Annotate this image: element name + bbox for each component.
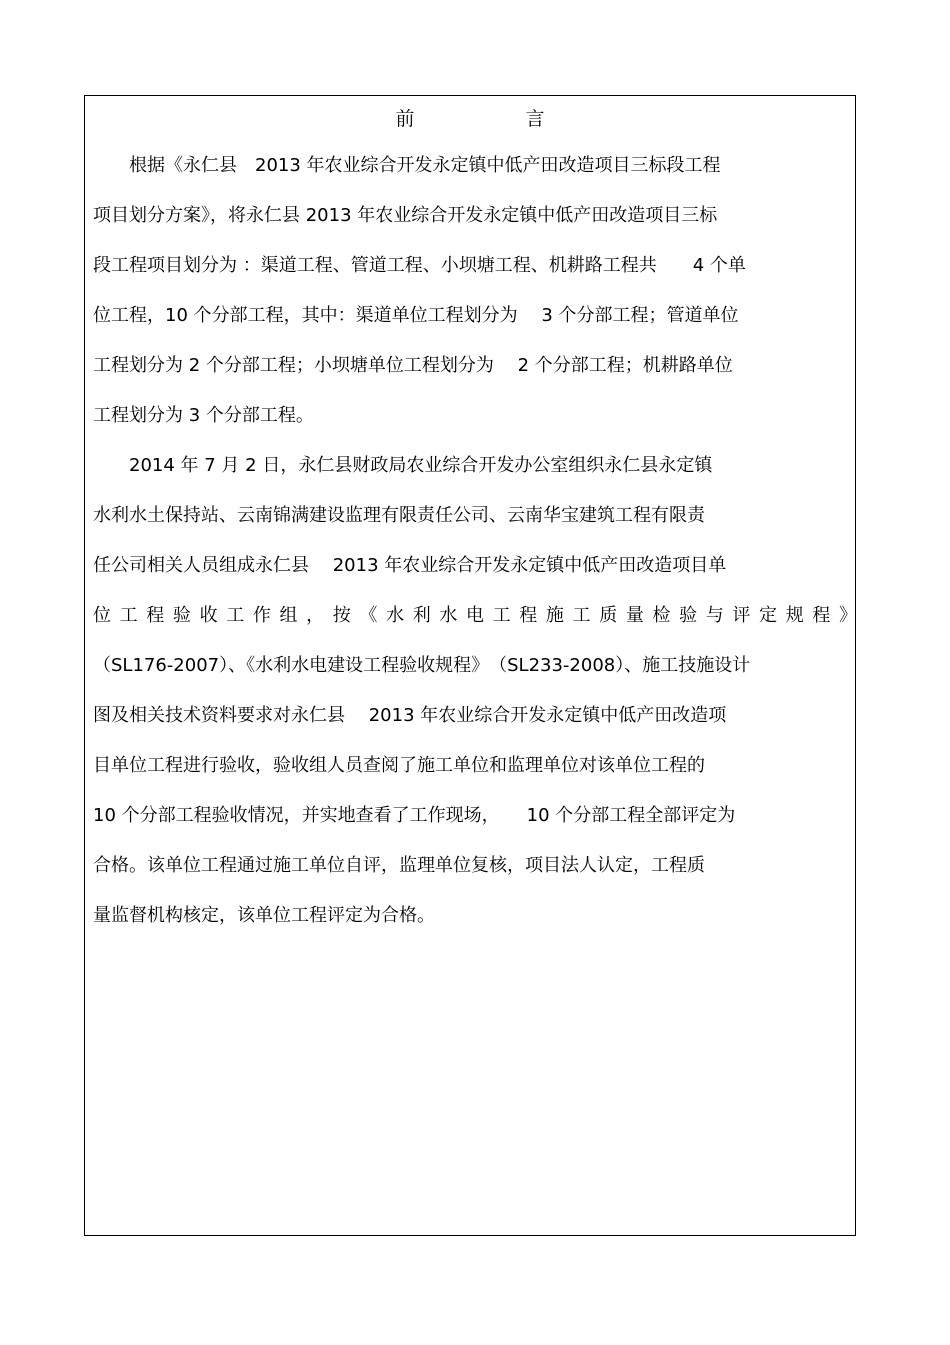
paragraph-2-line-3: 任公司相关人员组成永仁县 2013 年农业综合开发永定镇中低产田改造项目单 bbox=[93, 555, 727, 576]
paragraph-1-line-5: 工程划分为 2 个分部工程；小坝塘单位工程划分为 2 个分部工程；机耕路单位 bbox=[93, 355, 733, 376]
document-frame bbox=[84, 95, 856, 1236]
paragraph-2-line-1: 2014 年 7 月 2 日，永仁县财政局农业综合开发办公室组织永仁县永定镇 bbox=[93, 455, 713, 476]
paragraph-2-line-4: 位 工 程 验 收 工 作 组 ， 按 《 水 利 水 电 工 程 施 工 质 量 检 验 与 评 定 规 程 》 bbox=[93, 605, 857, 626]
paragraph-1-line-4: 位工程，10 个分部工程，其中：渠道单位工程划分为 3 个分部工程；管道单位 bbox=[93, 305, 739, 326]
paragraph-2-line-6: 图及相关技术资料要求对永仁县 2013 年农业综合开发永定镇中低产田改造项 bbox=[93, 705, 727, 726]
paragraph-2-line-5: （SL176-2007）、《水利水电建设工程验收规程》 （SL233-2008）、施工技施设计 bbox=[93, 655, 751, 676]
paragraph-1-line-2: 项目划分方案》，将永仁县 2013 年农业综合开发永定镇中低产田改造项目三标 bbox=[93, 205, 718, 226]
paragraph-2-line-7: 目单位工程进行验收，验收组人员查阅了施工单位和监理单位对该单位工程的 bbox=[93, 755, 705, 776]
document-title: 前 言 bbox=[395, 108, 591, 130]
paragraph-2-line-8: 10 个分部工程验收情况，并实地查看了工作现场， 10 个分部工程全部评定为 bbox=[93, 805, 736, 826]
paragraph-2-line-9: 合格。该单位工程通过施工单位自评，监理单位复核，项目法人认定，工程质 bbox=[93, 855, 705, 876]
paragraph-1-line-1: 根据《永仁县 2013 年农业综合开发永定镇中低产田改造项目三标段工程 bbox=[93, 155, 721, 176]
paragraph-1-line-6: 工程划分为 3 个分部工程。 bbox=[93, 405, 314, 426]
paragraph-1-line-3: 段工程项目划分为 ：渠道工程、管道工程、小坝塘工程、机耕路工程共 4 个单 bbox=[93, 255, 746, 276]
paragraph-2-line-10: 量监督机构核定，该单位工程评定为合格。 bbox=[93, 905, 435, 926]
paragraph-2-line-2: 水利水土保持站、云南锦满建设监理有限责任公司、云南华宝建筑工程有限责 bbox=[93, 505, 705, 526]
